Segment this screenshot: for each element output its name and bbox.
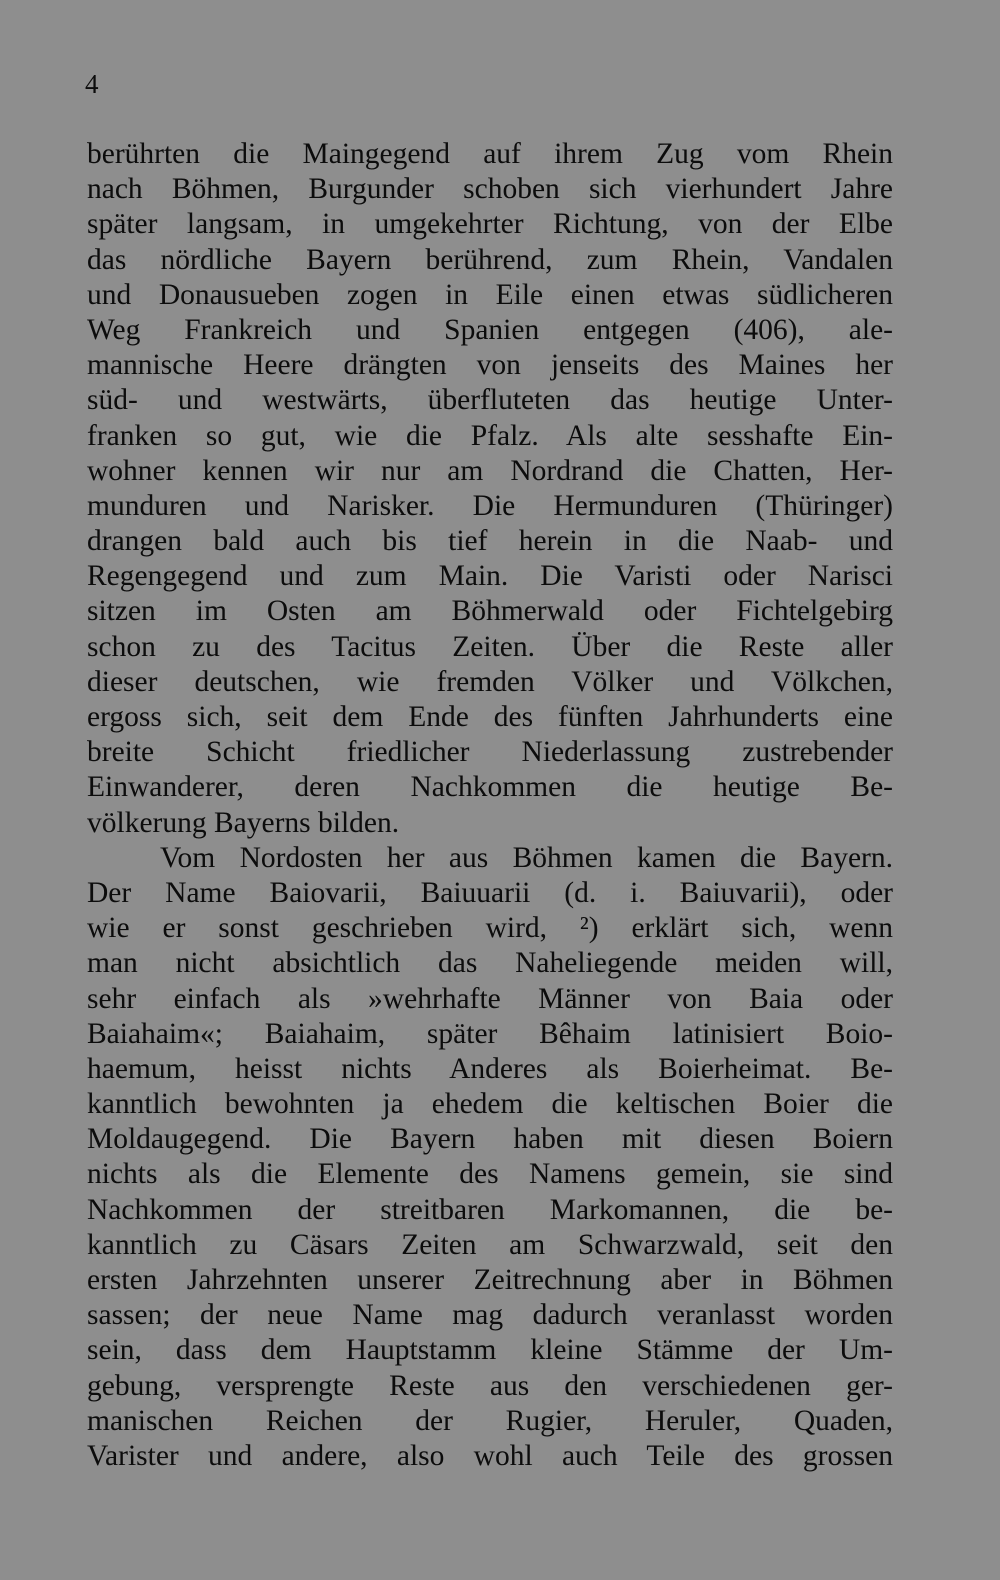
text-line: dieser deutschen, wie fremden Völker und Völkchen,: [87, 665, 893, 698]
text-line: munduren und Narisker. Die Hermunduren (Thüringer): [87, 489, 893, 522]
text-line: Weg Frankreich und Spanien entgegen (406), ale-: [87, 313, 893, 346]
text-line: haemum, heisst nichts Anderes als Boierheimat. Be-: [87, 1052, 893, 1085]
text-line: ergoss sich, seit dem Ende des fünften Jahrhunderts eine: [87, 701, 893, 733]
text-line: später langsam, in umgekehrter Richtung, von der Elbe: [87, 208, 893, 241]
text-line: breite Schicht friedlicher Niederlassung zustrebender: [87, 736, 893, 769]
text-line: Varister und andere, also wohl auch Teile des grossen: [87, 1439, 893, 1472]
paragraph-last-line: völkerung Bayerns bilden.: [87, 806, 400, 839]
text-line: Baiahaim«; Baiahaim, später Bêhaim latinisiert Boio-: [87, 1017, 893, 1050]
text-line: gebung, versprengte Reste aus den verschiedenen ger-: [87, 1369, 893, 1402]
body-text: [87, 137, 893, 1474]
text-line: manischen Reichen der Rugier, Heruler, Quaden,: [87, 1404, 893, 1437]
text-line: franken so gut, wie die Pfalz. Als alte sesshafte Ein-: [87, 419, 893, 452]
text-line: schon zu des Tacitus Zeiten. Über die Reste aller: [87, 630, 893, 663]
text-line: süd- und westwärts, überfluteten das heutige Unter-: [87, 384, 893, 417]
text-line: sehr einfach als »wehrhafte Männer von Baia oder: [87, 982, 893, 1015]
text-line: wie er sonst geschrieben wird, ²) erklärt sich, wenn: [87, 912, 893, 945]
text-line: man nicht absichtlich das Naheliegende meiden will,: [87, 947, 893, 980]
text-line: sitzen im Osten am Böhmerwald oder Fichtelgebirg: [87, 595, 893, 628]
text-line: ersten Jahrzehnten unserer Zeitrechnung aber in Böhmen: [87, 1264, 893, 1296]
text-line: berührten die Maingegend auf ihrem Zug vom Rhein: [87, 138, 893, 170]
text-line: sassen; der neue Name mag dadurch veranlasst worden: [87, 1299, 893, 1332]
text-line: kanntlich zu Cäsars Zeiten am Schwarzwald, seit den: [87, 1228, 893, 1261]
text-line: Regengegend und zum Main. Die Varisti oder Narisci: [87, 560, 893, 593]
text-line: Moldaugegend. Die Bayern haben mit diesen Boiern: [87, 1123, 893, 1156]
text-line: nach Böhmen, Burgunder schoben sich vierhundert Jahre: [87, 173, 893, 206]
text-line: Nachkommen der streitbaren Markomannen, die be-: [87, 1193, 893, 1226]
text-line: das nördliche Bayern berührend, zum Rhein, Vandalen: [87, 243, 893, 276]
text-line: Der Name Baiovarii, Baiuuarii (d. i. Baiuvarii), oder: [87, 876, 893, 909]
text-line: sein, dass dem Hauptstamm kleine Stämme der Um-: [87, 1334, 893, 1367]
page-number: 4: [85, 69, 99, 99]
text-line: und Donausueben zogen in Eile einen etwas südlicheren: [87, 278, 893, 311]
text-line: Einwanderer, deren Nachkommen die heutige Be-: [87, 771, 893, 804]
text-line: mannische Heere drängten von jenseits des Maines her: [87, 349, 893, 382]
text-line: kanntlich bewohnten ja ehedem die keltischen Boier die: [87, 1088, 893, 1121]
text-line: nichts als die Elemente des Namens gemein, sie sind: [87, 1158, 893, 1191]
text-line: wohner kennen wir nur am Nordrand die Chatten, Her-: [87, 454, 893, 487]
text-line: drangen bald auch bis tief herein in die Naab- und: [87, 525, 893, 558]
paragraph-first-line: Vom Nordosten her aus Böhmen kamen die Bayern.: [160, 841, 893, 874]
